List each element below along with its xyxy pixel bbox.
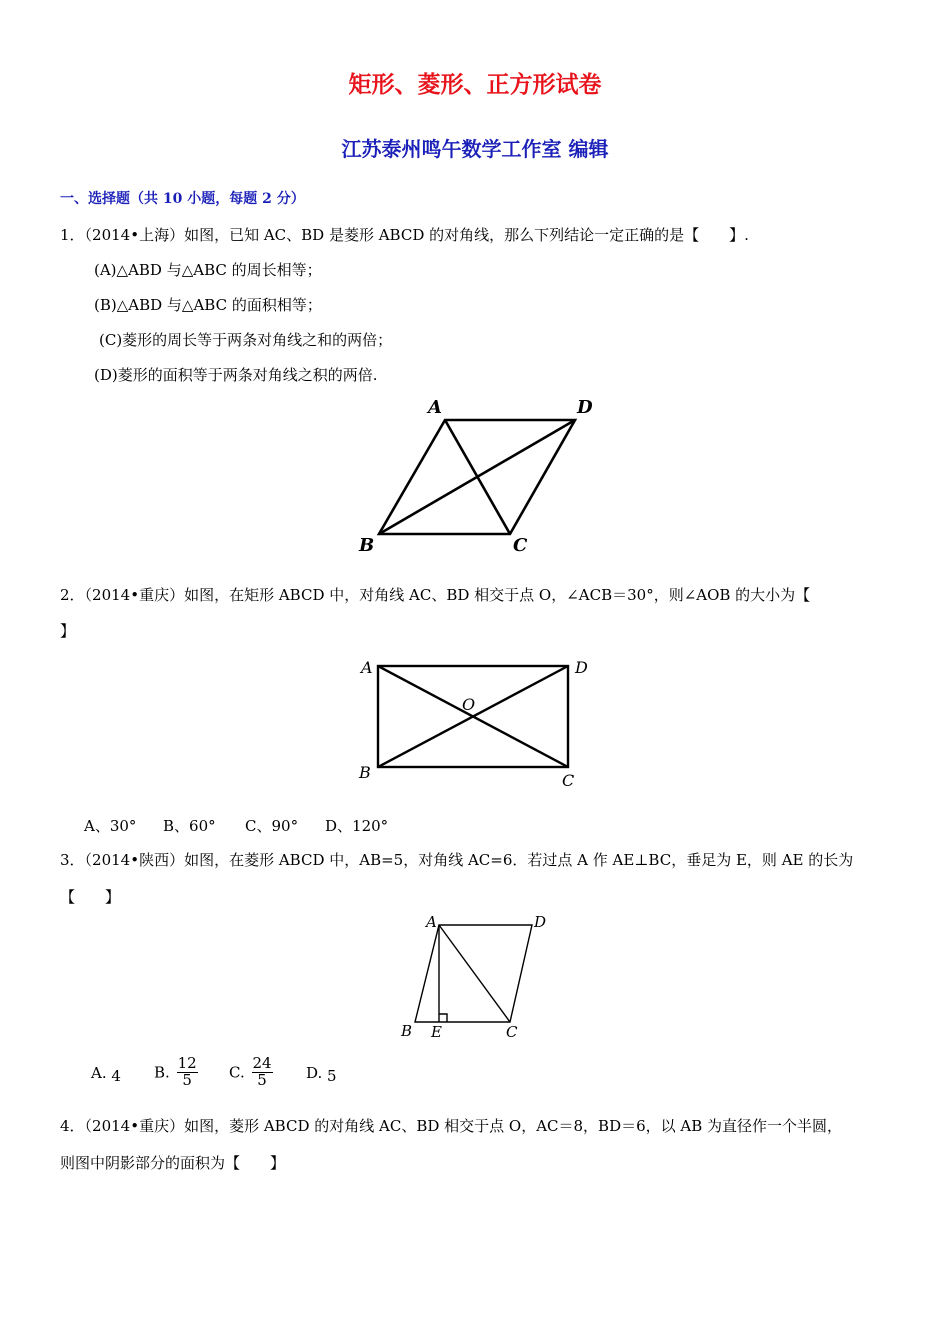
label-o-2: O: [462, 695, 476, 714]
question-1-option-c: (C)菱形的周长等于两条对角线之和的两倍；: [99, 331, 393, 349]
label-b-3: B: [401, 1022, 413, 1040]
label-a-2: A: [361, 658, 373, 677]
question-3-option-b: [154, 1056, 200, 1089]
label-d-2: D: [575, 658, 588, 677]
label-b: B: [359, 535, 375, 556]
label-a-3: A: [426, 913, 437, 931]
option-d-value: 5: [327, 1067, 337, 1085]
option-b-numerator: 12: [177, 1054, 197, 1072]
option-c-label: C.: [229, 1063, 245, 1082]
label-e-3: E: [431, 1023, 442, 1041]
option-b-fraction: [177, 1056, 198, 1089]
label-d-3: D: [534, 913, 547, 931]
option-a-label: A.: [91, 1064, 107, 1082]
option-a-value: 4: [111, 1067, 121, 1085]
label-c-3: C: [506, 1023, 518, 1041]
question-4-stem-line2: 则图中阴影部分的面积为【 】: [60, 1154, 286, 1172]
label-a: A: [428, 397, 442, 418]
question-3-stem: 3．（2014•陕西）如图，在菱形 ABCD 中，AB=5，对角线 AC=6．若过点 A 作 AE⊥BC，垂足为 E，则 AE 的长为: [60, 851, 854, 869]
option-d-label: D.: [306, 1064, 323, 1082]
question-3-option-a: [91, 1064, 121, 1085]
question-2-stem-end: 】: [60, 622, 76, 640]
section-heading: 一、选择题（共 10 小题，每题 2 分）: [60, 191, 305, 207]
question-2-option-a: A、30°: [84, 817, 137, 835]
question-3-stem-end: 【 】: [60, 888, 121, 906]
question-3-option-d: [306, 1064, 337, 1085]
question-2-option-d: D、120°: [325, 817, 389, 835]
label-c: C: [513, 535, 528, 556]
option-b-denominator: 5: [182, 1070, 192, 1089]
question-1-stem: 1．（2014•上海）如图，已知 AC、BD 是菱形 ABCD 的对角线，那么下列结论一定正确的是【 】.: [60, 226, 749, 244]
page-subtitle: 江苏泰州鸣午数学工作室 编辑: [341, 137, 609, 161]
question-2-stem: 2．（2014•重庆）如图，在矩形 ABCD 中，对角线 AC、BD 相交于点 O，∠ACB＝30°，则∠AOB 的大小为【: [60, 586, 811, 604]
question-1-option-b: (B)△ABD 与△ABC 的面积相等；: [94, 296, 322, 314]
diagonal-ac-3: [439, 925, 510, 1022]
option-b-label: B.: [154, 1063, 170, 1082]
label-d: D: [577, 397, 593, 418]
rhombus-3-outline: [415, 925, 532, 1022]
right-angle-mark: [439, 1014, 447, 1022]
question-2-option-b: B、60°: [163, 817, 216, 835]
question-3-option-c: [229, 1056, 275, 1089]
question-4-stem: 4．（2014•重庆）如图，菱形 ABCD 的对角线 AC、BD 相交于点 O，AC＝8，BD＝6，以 AB 为直径作一个半圆，: [60, 1117, 843, 1135]
label-b-2: B: [359, 763, 371, 782]
label-c-2: C: [562, 771, 575, 790]
page-title: 矩形、菱形、正方形试卷: [348, 71, 602, 98]
diagonal-bd: [379, 420, 575, 534]
question-1-option-a: (A)△ABD 与△ABC 的周长相等；: [94, 261, 322, 279]
question-1-option-d: (D)菱形的面积等于两条对角线之积的两倍.: [94, 366, 378, 384]
question-2-option-c: C、90°: [245, 817, 299, 835]
option-c-denominator: 5: [257, 1070, 267, 1089]
option-c-fraction: [252, 1056, 273, 1089]
option-c-numerator: 24: [252, 1054, 272, 1072]
